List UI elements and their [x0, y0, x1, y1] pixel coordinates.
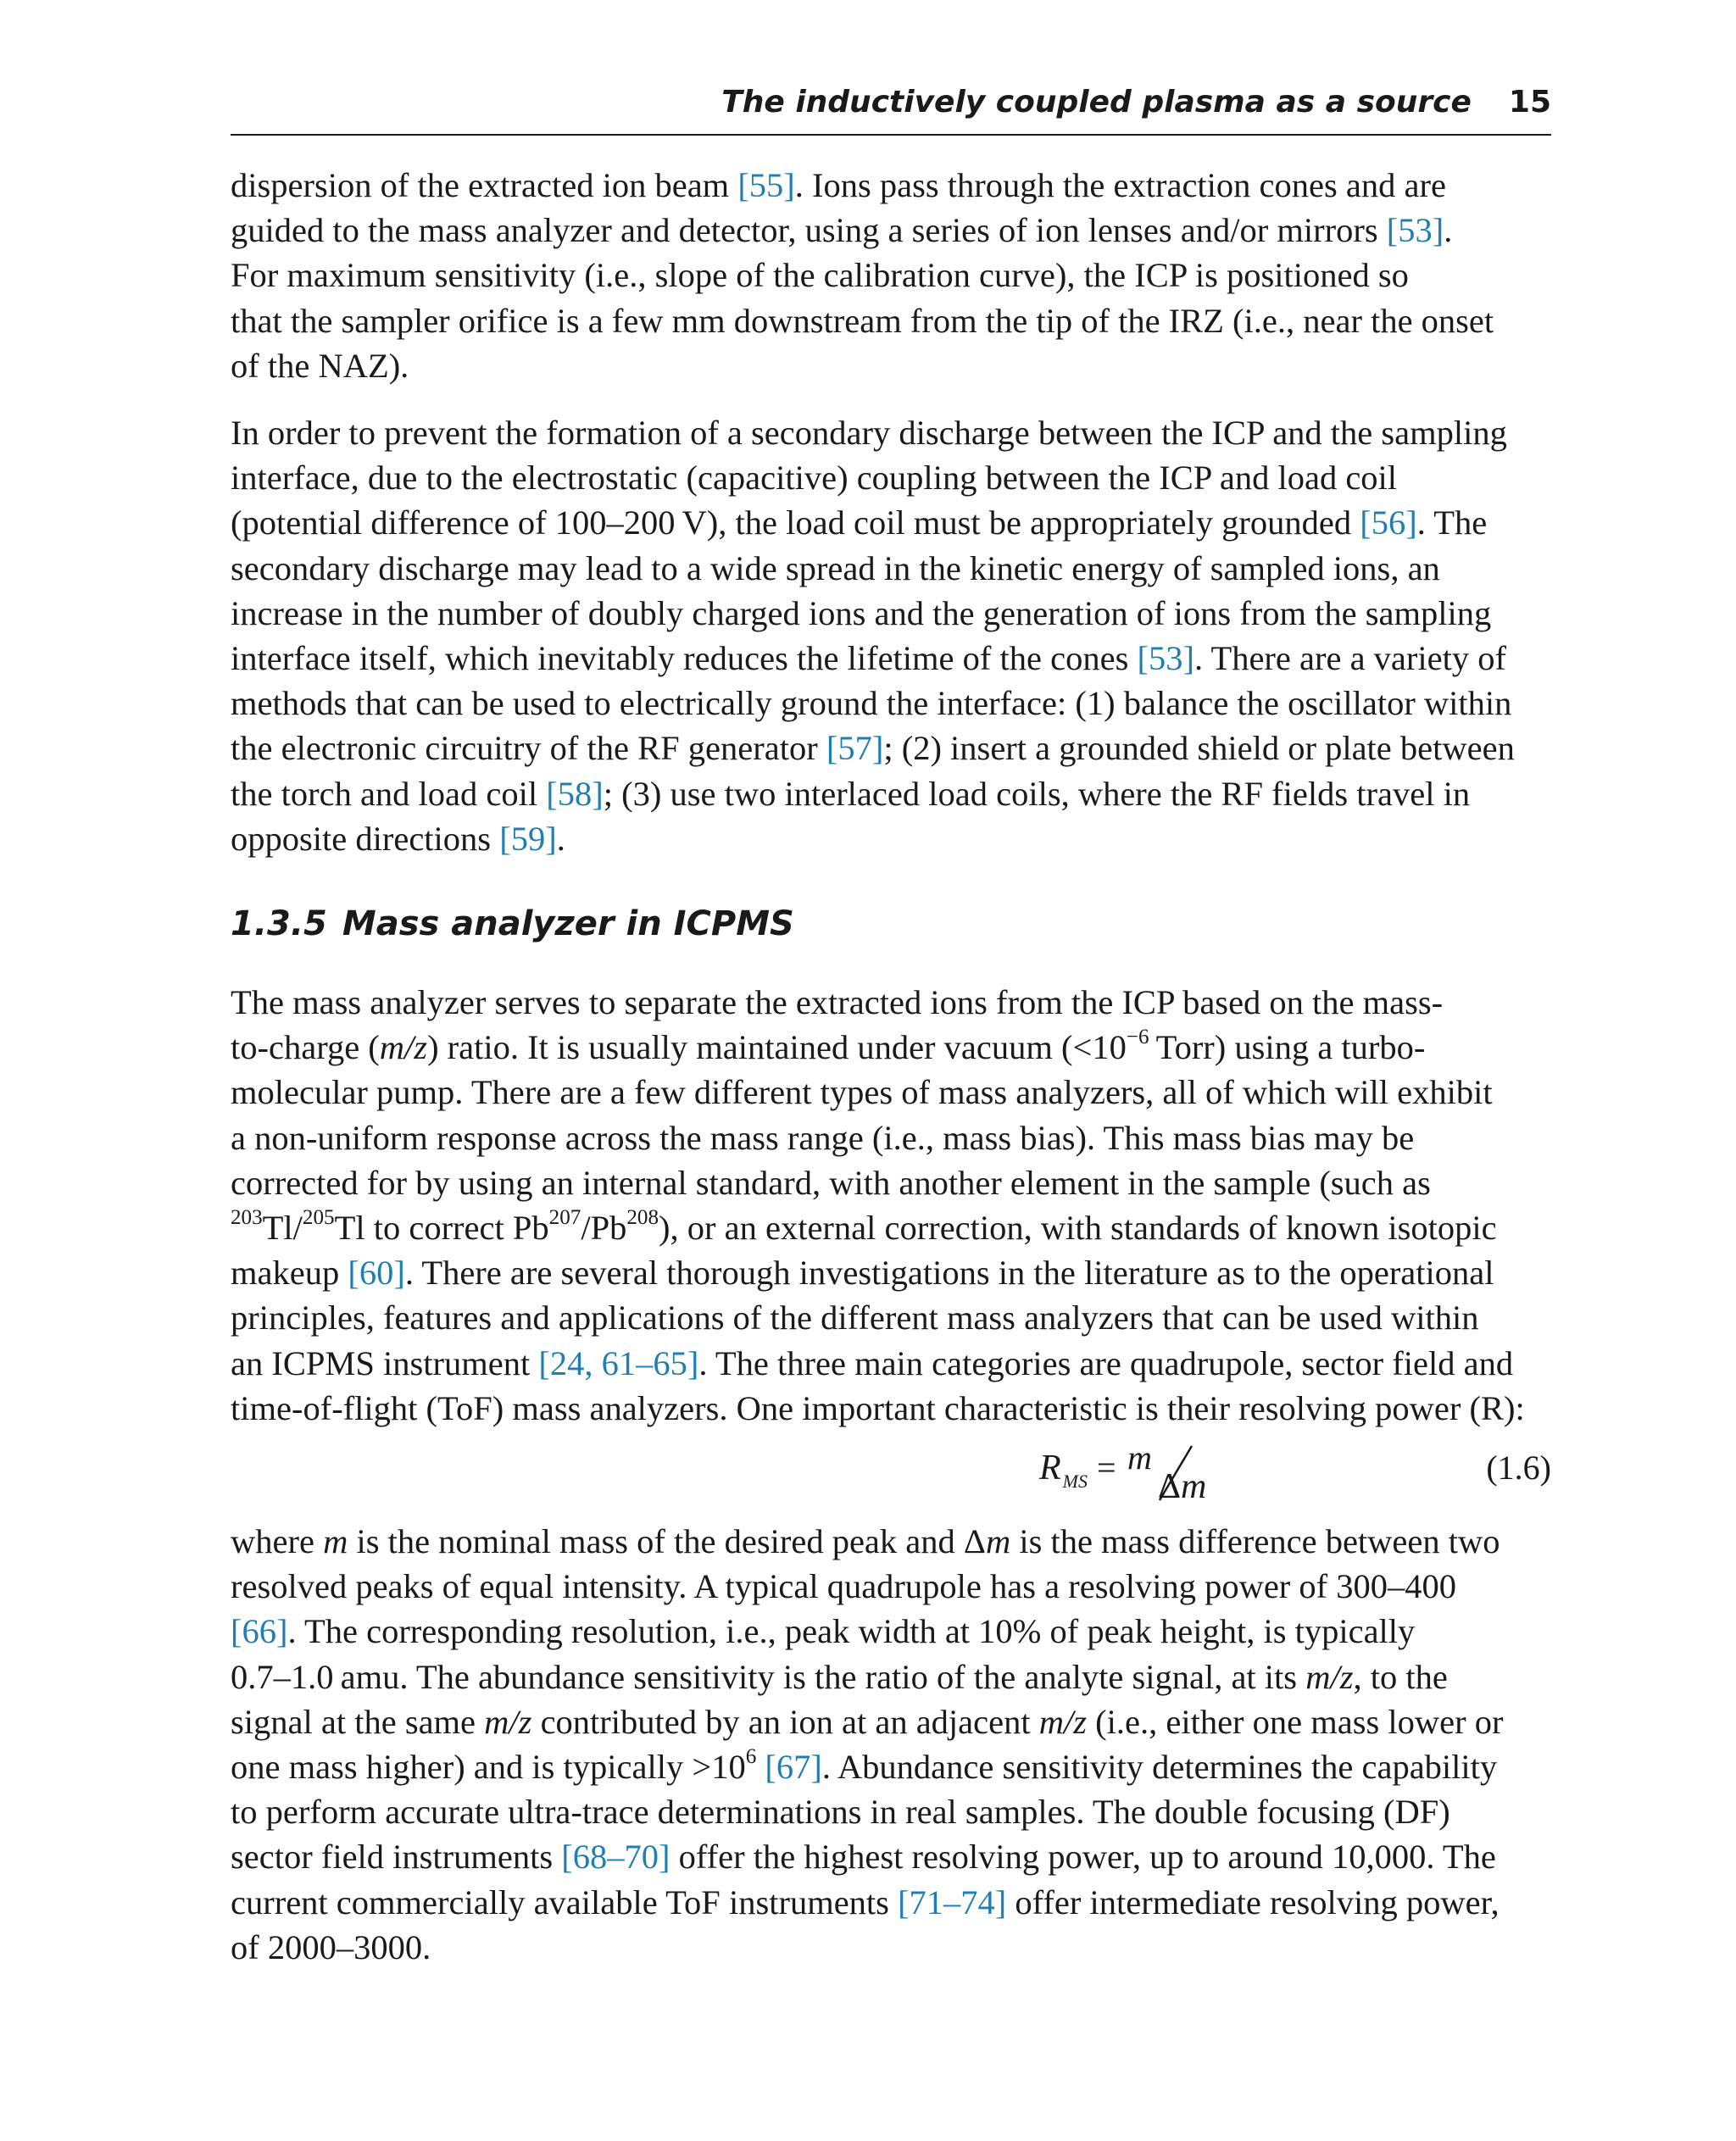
page-number: 15 [1508, 85, 1551, 120]
text-line: increase in the number of doubly charged ions and the generation of ions from the sampling [231, 593, 1492, 632]
text-line: interface, due to the electrostatic (capacitive) coupling between the ICP and load coil [231, 459, 1398, 498]
text-line: of the NAZ). [231, 346, 409, 385]
citation-link[interactable]: [57] [826, 729, 884, 768]
text-line: to perform accurate ultra-trace determinations in real samples. The double focusing (DF) [231, 1793, 1450, 1832]
text-line: secondary discharge may lead to a wide spread in the kinetic energy of sampled ions, an [231, 548, 1440, 587]
text-line: molecular pump. There are a few different types of mass analyzers, all of which will exhibit [231, 1073, 1493, 1112]
text-line: makeup [60]. There are several thorough investigations in the literature as to the operational [231, 1254, 1494, 1293]
text-line: time-of-flight (ToF) mass analyzers. One important characteristic is their resolving power (R): [231, 1388, 1525, 1427]
text-line: a non-uniform response across the mass range (i.e., mass bias). This mass bias may be [231, 1118, 1415, 1157]
text-line: current commercially available ToF instruments [71–74] offer intermediate resolving power, [231, 1882, 1500, 1921]
citation-link[interactable]: [56] [1360, 503, 1417, 542]
text-line: where m is the nominal mass of the desired peak and Δm is the mass difference between two [231, 1522, 1500, 1560]
paragraph-mass-analyzer [231, 980, 1553, 1431]
text-line: that the sampler orifice is a few mm downstream from the tip of the IRZ (i.e., near the onset [231, 301, 1494, 340]
text-line: sector field instruments [68–70] offer the highest resolving power, up to around 10,000. The [231, 1838, 1496, 1877]
section-title: Mass analyzer in ICPMS [342, 904, 794, 943]
text-line: methods that can be used to electrically ground the interface: (1) balance the oscillator within [231, 684, 1512, 723]
citation-link[interactable]: [67] [765, 1748, 822, 1787]
text-line: interface itself, which inevitably reduces the lifetime of the cones [53]. There are a variety of [231, 639, 1506, 678]
text-line: an ICPMS instrument [24, 61–65]. The three main categories are quadrupole, sector field and [231, 1343, 1514, 1382]
citation-link[interactable]: [53] [1386, 211, 1444, 250]
text-line: For maximum sensitivity (i.e., slope of the calibration curve), the ICP is positioned so [231, 256, 1409, 295]
equation-lhs: $R_{MS}$ [1039, 1449, 1088, 1492]
section-heading [231, 897, 794, 951]
text-line: corrected for by using an internal standard, with another element in the sample (such as [231, 1163, 1431, 1202]
text-line: of 2000–3000. [231, 1927, 431, 1966]
equation-resolving-power [231, 1438, 1553, 1519]
text-line: 0.7–1.0 amu. The abundance sensitivity is the ratio of the analyte signal, at its m/z, to the [231, 1657, 1448, 1696]
equation-denominator: Δm [1158, 1467, 1207, 1506]
citation-link[interactable]: [53] [1137, 639, 1194, 678]
citation-link[interactable]: [59] [499, 819, 557, 858]
text-line: opposite directions [59]. [231, 819, 565, 858]
text-line: The mass analyzer serves to separate the extracted ions from the ICP based on the mass- [231, 983, 1444, 1021]
citation-link[interactable]: [66] [231, 1612, 288, 1651]
running-header [231, 81, 1551, 136]
text-line: to-charge (m/z) ratio. It is usually maintained under vacuum ($<10^{-6}$ Torr) using a turbo- [231, 1026, 1426, 1067]
section-number: 1.3.5 [231, 904, 327, 943]
citation-link[interactable]: [71–74] [898, 1882, 1007, 1921]
text-line: signal at the same m/z contributed by an ion at an adjacent m/z (i.e., either one mass lower or [231, 1702, 1504, 1741]
text-line: $^{203}$Tl/$^{205}$Tl to correct Pb$^{207}$/Pb$^{208}$), or an external correction, with standards of known isotopic [231, 1205, 1497, 1248]
citation-link[interactable]: [55] [737, 166, 795, 204]
citation-link[interactable]: [24, 61–65] [538, 1343, 699, 1382]
text-line: dispersion of the extracted ion beam [55]. Ions pass through the extraction cones and are [231, 166, 1446, 204]
text-line: one mass higher) and is typically $>10^6$ [67]. Abundance sensitivity determines the capability [231, 1744, 1498, 1787]
text-line: guided to the mass analyzer and detector, using a series of ion lenses and/or mirrors [53]. [231, 211, 1453, 250]
text-line: (potential difference of 100–200 V), the load coil must be appropriately grounded [56]. The [231, 503, 1488, 542]
paragraph-secondary-discharge [231, 410, 1553, 861]
equation-numerator: m [1127, 1438, 1152, 1476]
equation-number: (1.6) [1486, 1449, 1551, 1487]
citation-link[interactable]: [68–70] [561, 1838, 670, 1877]
text-line: resolved peaks of equal intensity. A typical quadrupole has a resolving power of 300–400 [231, 1567, 1457, 1606]
text-line: the electronic circuitry of the RF generator [57]; (2) insert a grounded shield or plate between [231, 729, 1515, 768]
text-line: the torch and load coil [58]; (3) use two interlaced load coils, where the RF fields travel in [231, 774, 1471, 813]
text-line: [66]. The corresponding resolution, i.e., peak width at 10% of peak height, is typically [231, 1612, 1416, 1651]
chapter-title: The inductively coupled plasma as a source [721, 85, 1472, 120]
paragraph-ion-extraction [231, 163, 1553, 388]
citation-link[interactable]: [58] [546, 774, 604, 813]
text-line: principles, features and applications of the different mass analyzers that can be used within [231, 1299, 1479, 1337]
text-line: In order to prevent the formation of a secondary discharge between the ICP and the sampling [231, 414, 1507, 452]
paragraph-resolving-power [231, 1519, 1553, 1970]
citation-link[interactable]: [60] [348, 1254, 405, 1293]
equation-equals: = [1097, 1449, 1116, 1487]
